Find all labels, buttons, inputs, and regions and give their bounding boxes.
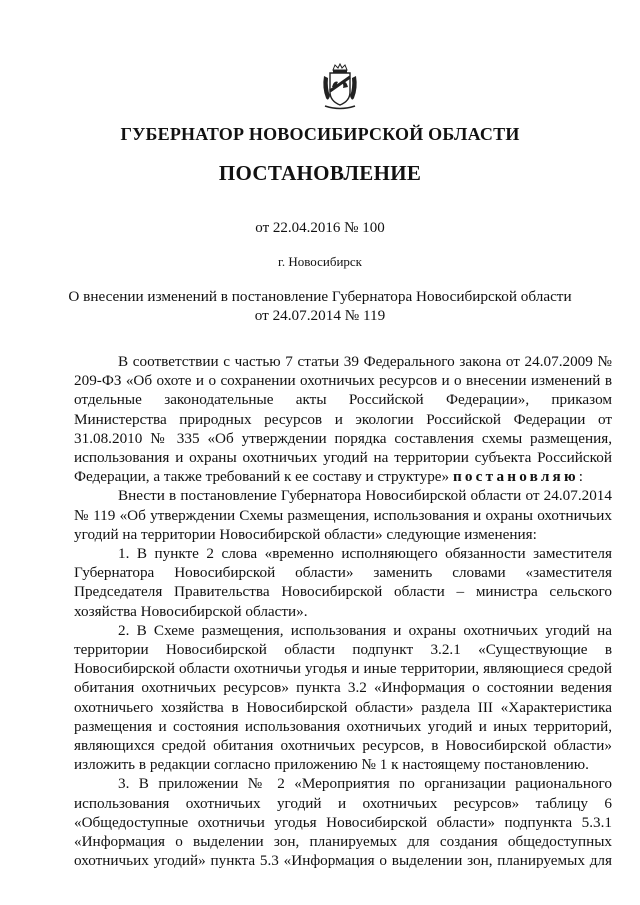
- subject-line-2: от 24.07.2014 № 119: [254, 307, 386, 324]
- paragraph-item-2: 2. В Схеме размещения, использования и охраны охотничьих угодий на территории Новосибирской области подпункт 3.2.1 «Существующие в Новосибирской области охотничьи угодья и иные территории, являющиеся средой обитания охотничьих ресурсов» пункта 3.2 «Информация о состоянии ведения охотничьего хозяйства в Новосибирской области» раздела III «Характеристика размещения и состояния использования охотничьих угодий и иных территорий, являющихся средой обитания охотничьих ресурсов, в Новосибирской области» изложить в редакции согласно приложению № 1 к настоящему постановлению.: [74, 621, 612, 774]
- document-date-number: от 22.04.2016 № 100: [255, 220, 385, 236]
- paragraph-preamble: [74, 352, 612, 486]
- document-city: г. Новосибирск: [277, 254, 362, 269]
- preamble-end: :: [578, 468, 584, 486]
- paragraph-item-1: 1. В пункте 2 слова «временно исполняющего обязанности заместителя Губернатора Новосибирской области» заменить словами «заместителя Председателя Правительства Новосибирской области – министра сельского хозяйства Новосибирской области».: [74, 545, 612, 620]
- paragraph-amend-intro: Внести в постановление Губернатора Новосибирской области от 24.07.2014 № 119 «Об утверждении Схемы размещения, использования и охраны охотничьих угодий на территории Новосибирской области» следующие изменения:: [74, 487, 612, 543]
- issuing-authority: ГУБЕРНАТОР НОВОСИБИРСКОЙ ОБЛАСТИ: [120, 124, 520, 144]
- subject-line-1: О внесении изменений в постановление Губернатора Новосибирской области: [68, 288, 572, 305]
- paragraph-item-3: 3. В приложении № 2 «Мероприятия по организации рационального использования охотничьих угодий и охотничьих ресурсов» таблицу 6 «Общедоступные охотничьи угодья Новосибирской области» подпункта 5.3.1 «Информация о выделении зон, планируемых для создания общедоступных охотничьих угодий» пункта 5.3 «Информация о выделении зон, планируемых для: [74, 775, 612, 870]
- preamble-text: В соответствии с частью 7 статьи 39 Федерального закона от 24.07.2009 № 209-ФЗ «Об охоте и о сохранении охотничьих ресурсов и о внесении изменений в отдельные законодательные акты Российской Федерации», приказом Министерства природных ресурсов и экологии Российской Федерации от 31.08.2010 № 335 «Об утверждении порядка составления схемы размещения, использования и охраны охотничьих угодий на территории субъекта Российской Федерации, а также требований к ее составу и структуре»: [74, 353, 612, 486]
- document-type-title: ПОСТАНОВЛЕНИЕ: [218, 161, 422, 185]
- document-subject: [60, 287, 580, 325]
- decree-keyword: постановляю: [452, 468, 579, 486]
- coat-of-arms-icon: [320, 62, 360, 112]
- document-body: [74, 352, 612, 870]
